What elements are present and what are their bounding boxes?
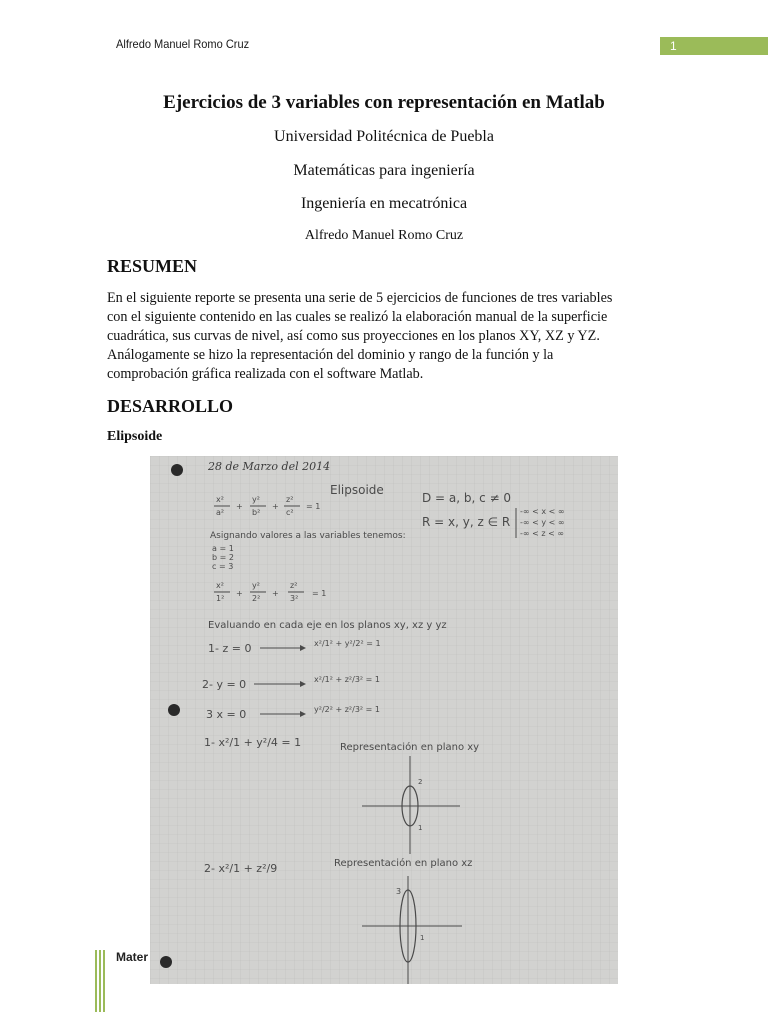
svg-text:3²: 3² [290, 594, 299, 603]
note-value: a = 1 [212, 544, 234, 553]
svg-text:+: + [272, 589, 279, 598]
svg-text:x²: x² [216, 581, 224, 590]
note-title: Elipsoide [330, 483, 384, 497]
resumen-line: cuadrática, sus curvas de nivel, así como sus proyecciones en los planos XY, XZ y YZ. [107, 328, 600, 344]
elipsoide-heading: Elipsoide [107, 429, 163, 444]
note-evaluating: Evaluando en cada eje en los planos xy, xz y yz [208, 620, 447, 631]
document-title: Ejercicios de 3 variables con representación en Matlab [163, 92, 605, 113]
note-bound: -∞ < x < ∞ [520, 507, 565, 516]
svg-text:1- x²/1 + y²/4 = 1: 1- x²/1 + y²/4 = 1 [204, 736, 302, 749]
svg-text:2²: 2² [252, 594, 261, 603]
binder-hole [168, 704, 180, 716]
svg-text:+: + [236, 589, 243, 598]
svg-text:1: 1 [418, 824, 423, 832]
note-rep-xy: Representación en plano xy [340, 742, 480, 753]
note-value: b = 2 [212, 553, 234, 562]
resumen-paragraph [107, 289, 647, 384]
svg-text:2- x²/1 + z²/9: 2- x²/1 + z²/9 [204, 862, 278, 875]
svg-text:b²: b² [252, 508, 261, 517]
note-rep-xz: Representación en plano xz [334, 858, 473, 869]
svg-text:z²: z² [286, 495, 294, 504]
resumen-line: Análogamente se hizo la representación del dominio y rango de la función y la [107, 347, 554, 363]
resumen-line: En el siguiente reporte se presenta una serie de 5 ejercicios de funciones de tres variables [107, 290, 613, 306]
note-bound: -∞ < z < ∞ [520, 529, 564, 538]
note-date: 28 de Marzo del 2014 [208, 460, 331, 473]
svg-text:y²: y² [252, 581, 260, 590]
svg-text:y²: y² [252, 495, 260, 504]
note-case: 3 x = 0 [206, 708, 247, 721]
note-range: R = x, y, z ∈ R [422, 515, 511, 529]
svg-text:= 1: = 1 [306, 502, 321, 511]
note-value: c = 3 [212, 562, 234, 571]
svg-text:y²/2² + z²/3² = 1: y²/2² + z²/3² = 1 [314, 705, 380, 714]
note-bound: -∞ < y < ∞ [520, 518, 565, 527]
desarrollo-heading: DESARROLLO [107, 396, 234, 416]
handwritten-notes-photo [150, 456, 618, 984]
resumen-line: comprobación gráfica realizada con el software Matlab. [107, 366, 424, 382]
subtitle-program: Ingeniería en mecatrónica [300, 195, 468, 212]
subtitle-university: Universidad Politécnica de Puebla [274, 128, 494, 145]
svg-text:x²/1² + z²/3² = 1: x²/1² + z²/3² = 1 [314, 675, 380, 684]
note-case: 2- y = 0 [202, 678, 247, 691]
svg-text:+: + [236, 502, 243, 511]
binder-hole [171, 464, 183, 476]
svg-text:x²: x² [216, 495, 224, 504]
subtitle-author: Alfredo Manuel Romo Cruz [304, 228, 464, 243]
svg-text:2: 2 [418, 778, 423, 786]
note-case: 1- z = 0 [208, 642, 252, 655]
page-number-badge: 1 [660, 37, 768, 55]
footer-accent-bars [95, 950, 107, 1012]
svg-text:+: + [272, 502, 279, 511]
svg-text:c²: c² [286, 508, 294, 517]
resumen-line: con el siguiente contenido en las cuales se realizó la elaboración manual de la superficie [107, 309, 608, 325]
note-assign: Asignando valores a las variables tenemos: [210, 531, 406, 541]
footer-text: Mater [116, 950, 149, 964]
svg-text:x²/1² + y²/2² = 1: x²/1² + y²/2² = 1 [314, 639, 381, 648]
binder-hole [160, 956, 172, 968]
note-domain: D = a, b, c ≠ 0 [422, 491, 512, 505]
svg-text:3: 3 [396, 887, 402, 896]
svg-text:z²: z² [290, 581, 298, 590]
resumen-heading: RESUMEN [107, 256, 198, 276]
header-author: Alfredo Manuel Romo Cruz [116, 37, 250, 51]
svg-text:a²: a² [216, 508, 225, 517]
svg-text:1²: 1² [216, 594, 225, 603]
subtitle-course: Matemáticas para ingeniería [293, 162, 475, 179]
svg-text:1: 1 [420, 934, 425, 942]
svg-text:= 1: = 1 [312, 589, 327, 598]
